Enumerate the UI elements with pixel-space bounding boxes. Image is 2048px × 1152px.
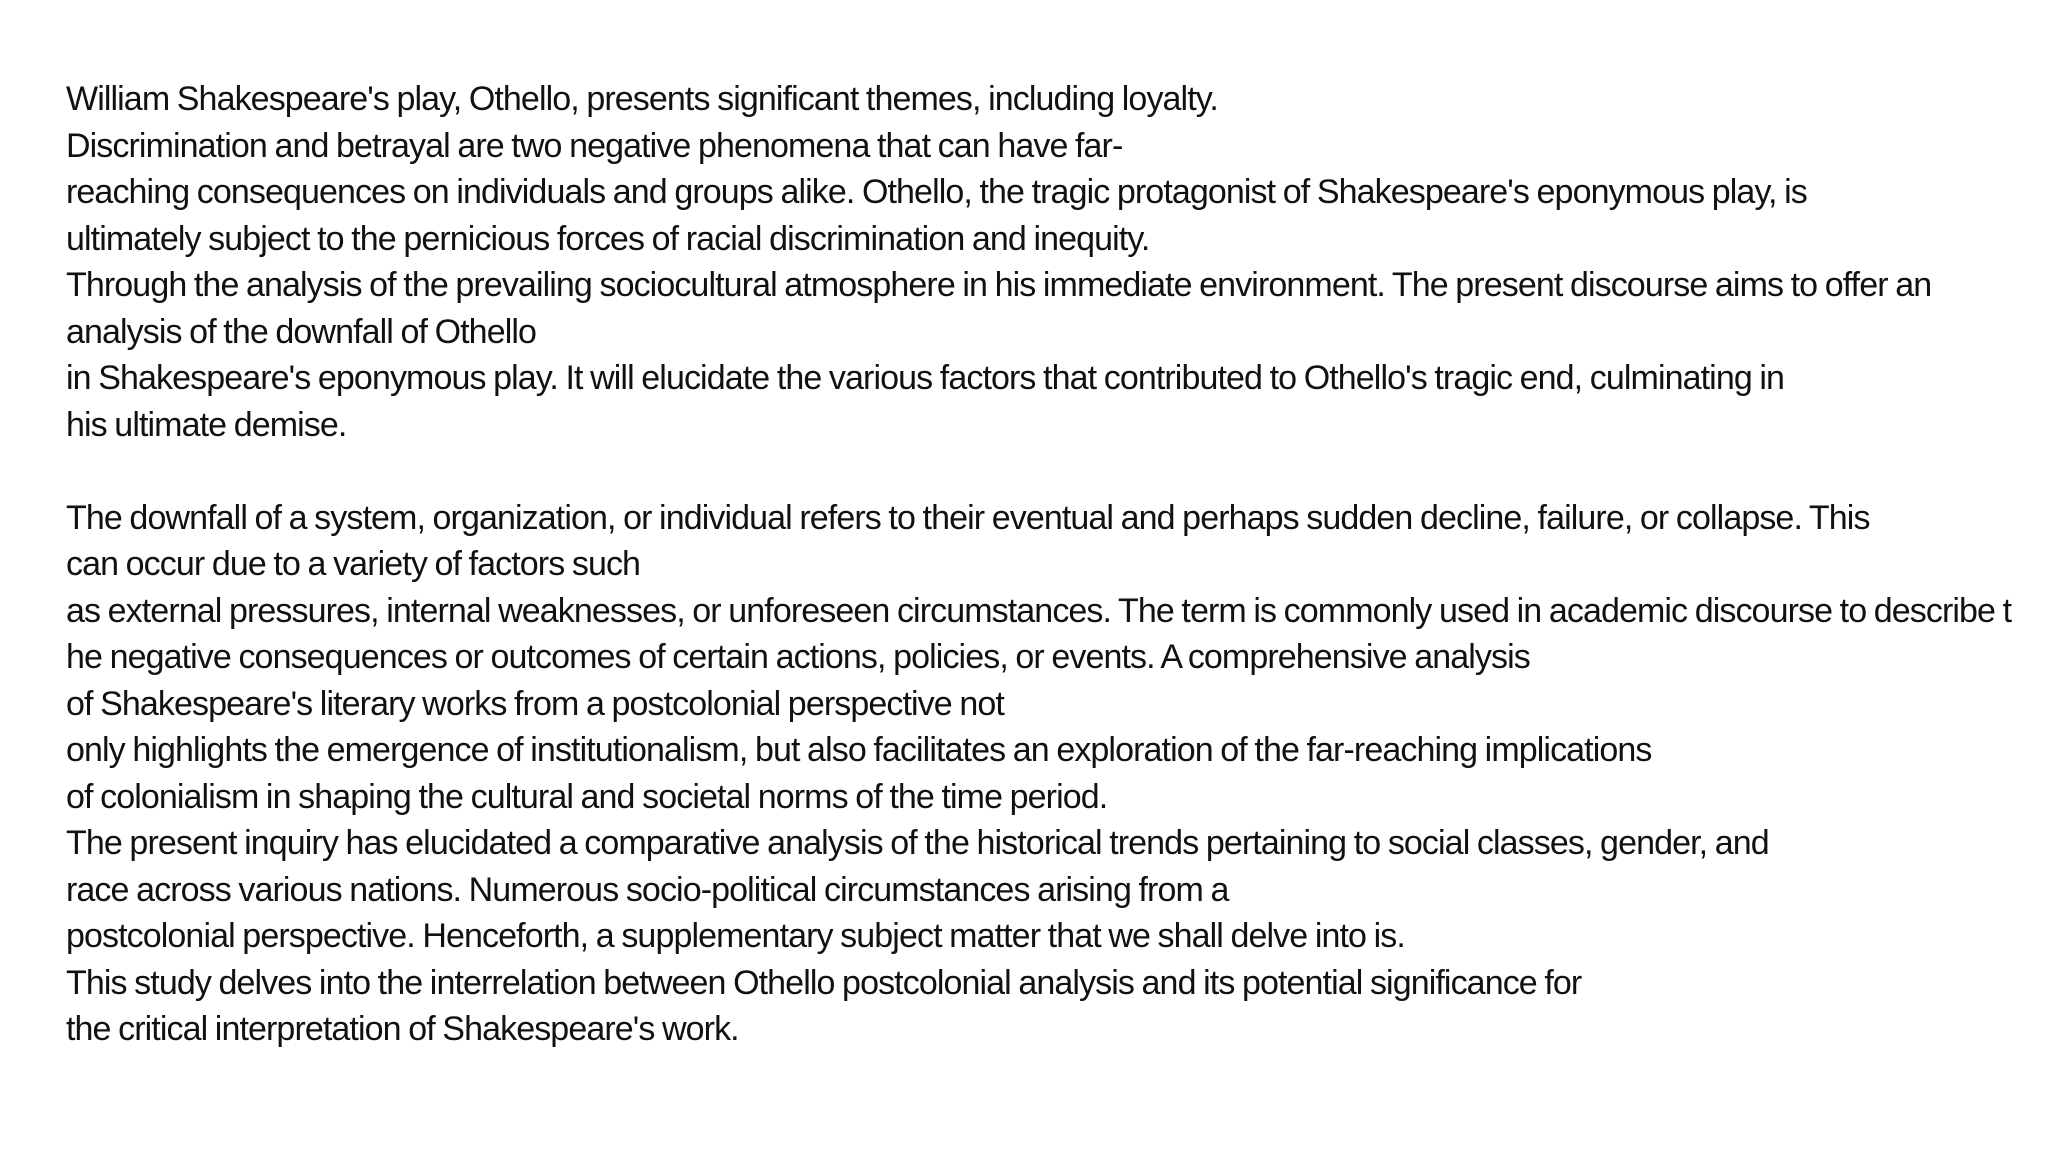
text-line: the critical interpretation of Shakespeare's work.	[66, 1010, 739, 1048]
text-line: race across various nations. Numerous socio-political circumstances arising from a	[66, 870, 1229, 909]
text-line: as external pressures, internal weaknesses, or unforeseen circumstances. The term is commonly used in academic discourse to describe t	[66, 591, 2012, 630]
paragraph-intro	[66, 76, 2026, 448]
text-line: William Shakespeare's play, Othello, presents significant themes, including loyalty.	[66, 80, 1218, 118]
paragraph-gap	[66, 448, 2026, 495]
text-line: The present inquiry has elucidated a comparative analysis of the historical trends pertaining to social classes, gender, and	[66, 824, 1769, 862]
paragraph-downfall	[66, 495, 2026, 1053]
text-line: Discrimination and betrayal are two negative phenomena that can have far-	[66, 126, 1123, 165]
text-line: This study delves into the interrelation between Othello postcolonial analysis and its potential significance for	[66, 963, 1582, 1002]
text-line: of colonialism in shaping the cultural and societal norms of the time period.	[66, 777, 1108, 816]
text-line: he negative consequences or outcomes of certain actions, policies, or events. A comprehensive analysis	[66, 638, 1530, 676]
text-line: ultimately subject to the pernicious forces of racial discrimination and inequity.	[66, 219, 1150, 258]
text-line: postcolonial perspective. Henceforth, a supplementary subject matter that we shall delve into is.	[66, 917, 1405, 955]
text-line: analysis of the downfall of Othello	[66, 312, 537, 351]
text-line: Through the analysis of the prevailing sociocultural atmosphere in his immediate environment. The present discourse aims to offer an	[66, 266, 1932, 304]
text-line: his ultimate demise.	[66, 405, 347, 444]
text-line: The downfall of a system, organization, or individual refers to their eventual and perhaps sudden decline, failure, or collapse. This	[66, 498, 1870, 537]
text-line: can occur due to a variety of factors such	[66, 545, 641, 583]
text-line: only highlights the emergence of institutionalism, but also facilitates an exploration of the far-reaching implications	[66, 731, 1652, 769]
text-line: reaching consequences on individuals and groups alike. Othello, the tragic protagonist of Shakespeare's eponymous play, is	[66, 173, 1807, 211]
text-line: of Shakespeare's literary works from a postcolonial perspective not	[66, 684, 1004, 723]
text-line: in Shakespeare's eponymous play. It will elucidate the various factors that contributed to Othello's tragic end, culminating in	[66, 359, 1785, 397]
document-body	[66, 76, 2026, 1053]
